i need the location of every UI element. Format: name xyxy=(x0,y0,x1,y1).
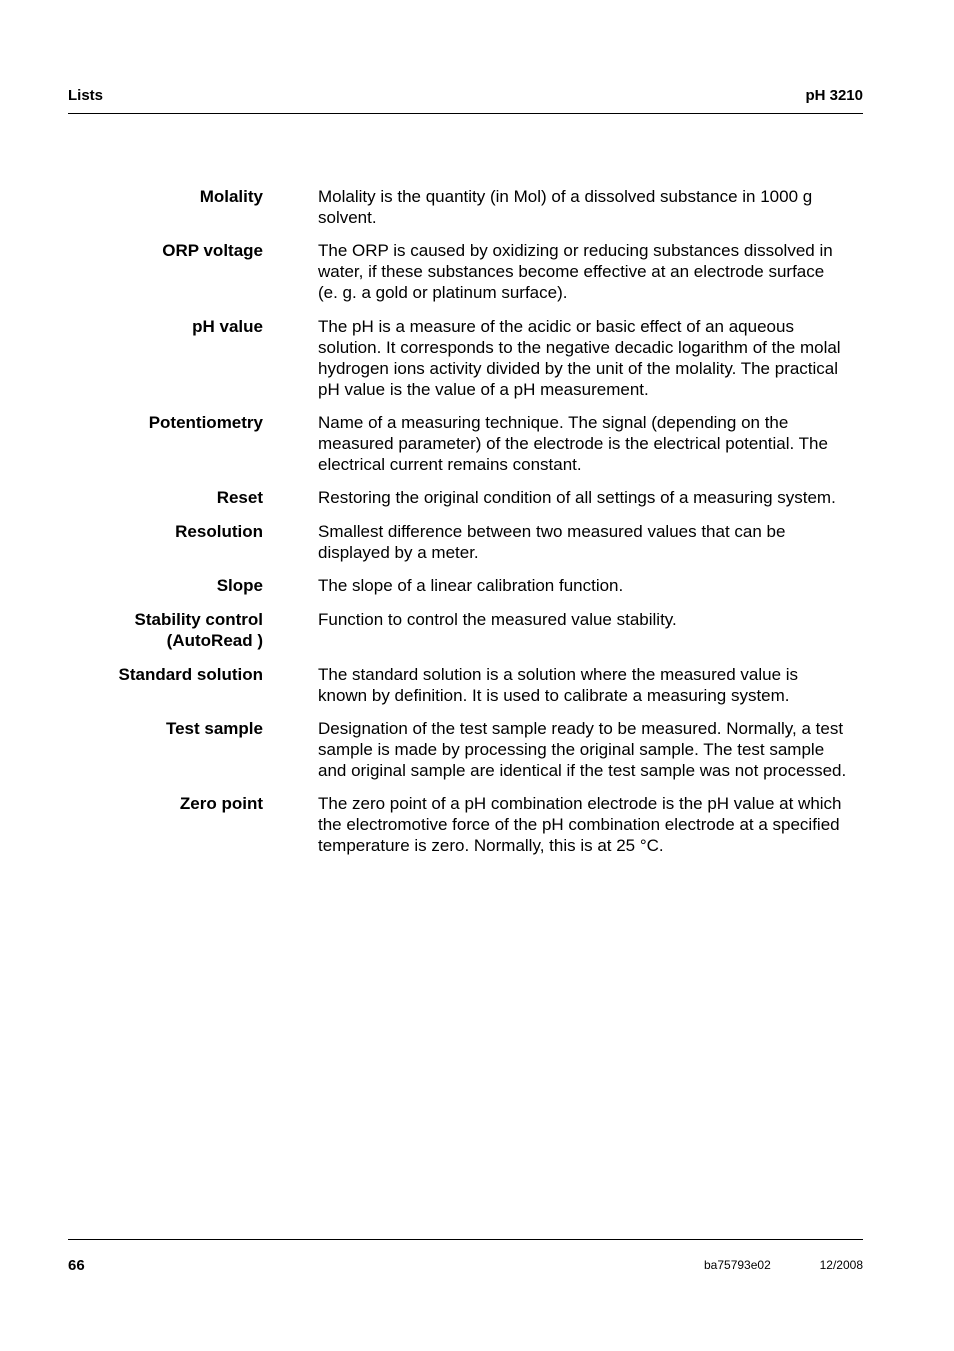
glossary-definition: Smallest difference between two measured values that can be displayed by a meter. xyxy=(318,522,786,562)
document-id: ba75793e02 xyxy=(704,1258,771,1272)
glossary-term: Zero point xyxy=(179,794,263,813)
glossary-definition: Molality is the quantity (in Mol) of a dissolved substance in 1000 g solvent. xyxy=(318,187,813,227)
glossary-definition: The slope of a linear calibration function. xyxy=(318,576,624,595)
glossary-term: Stability control (AutoRead ) xyxy=(134,610,263,650)
running-header-product: pH 3210 xyxy=(805,87,863,104)
glossary-definition: The standard solution is a solution where the measured value is known by definition. It is used to calibrate a measuring system. xyxy=(318,665,799,705)
glossary-definition: Restoring the original condition of all settings of a measuring system. xyxy=(318,488,836,507)
document-date: 12/2008 xyxy=(819,1258,863,1272)
glossary-term: Molality xyxy=(199,187,263,206)
glossary-definition: The ORP is caused by oxidizing or reducing substances dissolved in water, if these substances become effective at an electrode surface (e. g. a gold or platinum surface). xyxy=(318,241,833,302)
glossary-term: pH value xyxy=(192,317,263,336)
glossary-term: ORP voltage xyxy=(162,241,263,260)
running-header-section: Lists xyxy=(68,87,104,104)
glossary-definition: The zero point of a pH combination electrode is the pH value at which the electromotive force of the pH combination electrode at a specified temperature is zero. Normally, this is at 25 °C. xyxy=(318,794,842,855)
glossary-definition: Name of a measuring technique. The signal (depending on the measured parameter) of the electrode is the electrical potential. The electrical current remains constant. xyxy=(318,413,828,474)
glossary-definition: Designation of the test sample ready to be measured. Normally, a test sample is made by processing the original sample. The test sample and original sample are identical if the test sample was not processed. xyxy=(318,719,847,780)
glossary-term: Slope xyxy=(216,576,263,595)
page-number: 66 xyxy=(68,1257,85,1274)
glossary-term: Potentiometry xyxy=(148,413,263,432)
glossary-term: Reset xyxy=(216,488,263,507)
glossary-term: Test sample xyxy=(165,719,263,738)
glossary-definition: Function to control the measured value stability. xyxy=(318,610,677,629)
glossary-term: Resolution xyxy=(175,522,263,541)
footer-divider xyxy=(68,1239,863,1240)
glossary-definition: The pH is a measure of the acidic or basic effect of an aqueous solution. It corresponds to the negative decadic logarithm of the molal hydrogen ions activity divided by the unit of the molality. The practical pH value is the value of a pH measurement. xyxy=(318,317,841,399)
glossary-term: Standard solution xyxy=(118,665,263,684)
